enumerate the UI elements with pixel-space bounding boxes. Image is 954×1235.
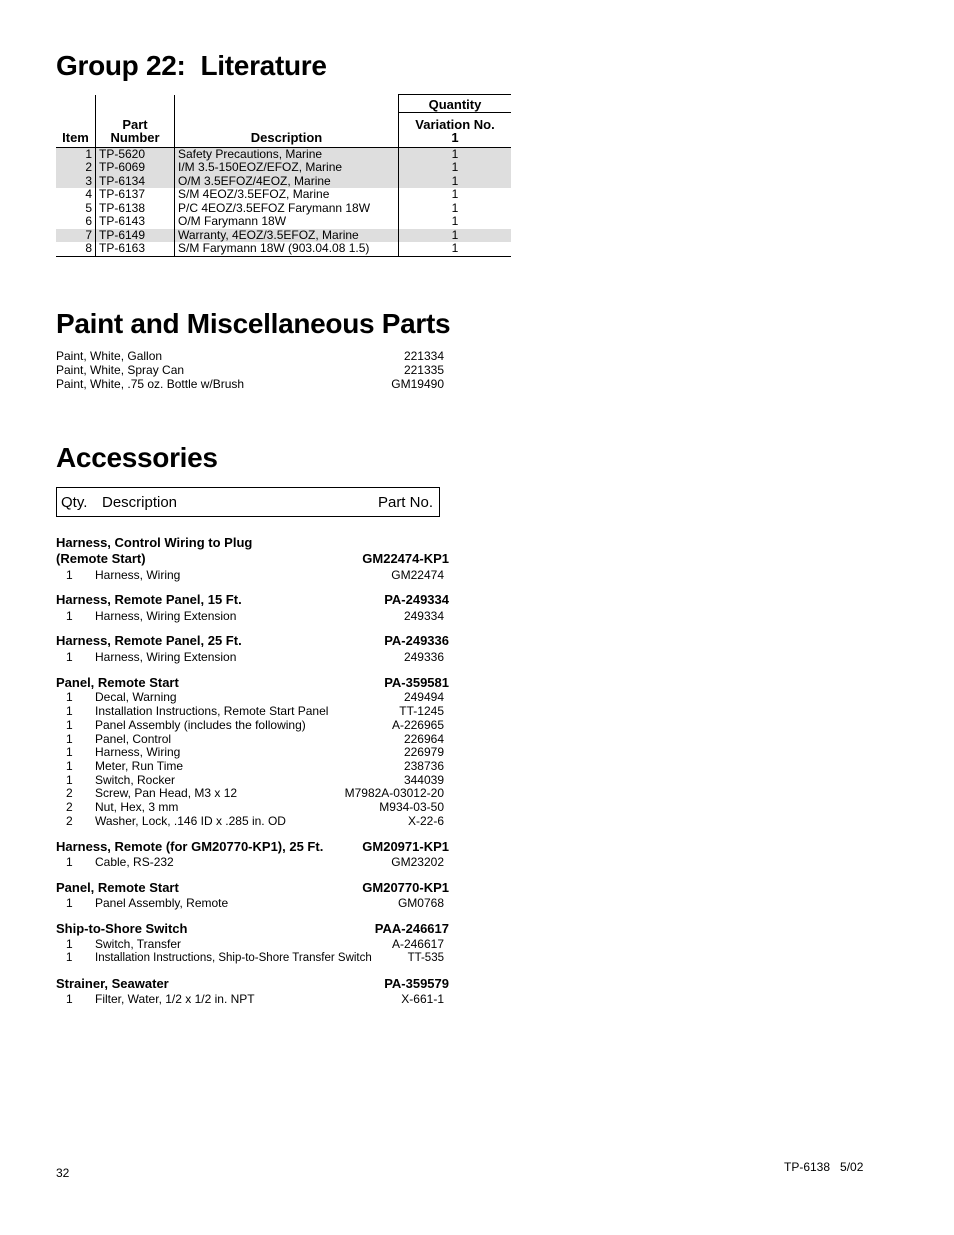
- row-qty: 1: [451, 187, 459, 201]
- group-name: Panel, Remote Start: [56, 675, 179, 690]
- row-qty: 1: [451, 214, 459, 228]
- list-item: [56, 363, 444, 377]
- paint-title: Paint and Miscellaneous Parts: [56, 308, 451, 339]
- row-part: TP-6069: [96, 161, 175, 175]
- item-description: Switch, Rocker: [95, 773, 176, 787]
- accessories-title: Accessories: [56, 442, 218, 473]
- item-part-number: TT-1245: [399, 704, 444, 718]
- row-desc: S/M Farymann 18W (903.04.08 1.5): [175, 242, 399, 256]
- row-desc: I/M 3.5-150EOZ/EFOZ, Marine: [175, 161, 399, 175]
- group-heading: [56, 921, 449, 937]
- item-description: Cable, RS-232: [95, 855, 174, 869]
- row-desc: O/M 3.5EFOZ/4EOZ, Marine: [175, 175, 399, 189]
- table-row: [56, 215, 511, 229]
- item-qty: 1: [66, 718, 73, 732]
- part-header-2: Number: [96, 131, 175, 147]
- row-desc: Warranty, 4EOZ/3.5EFOZ, Marine: [175, 229, 399, 243]
- item-qty: 1: [66, 937, 73, 951]
- item-qty: 1: [66, 745, 73, 759]
- item-qty: 1: [66, 992, 73, 1006]
- description-header: Description: [102, 494, 178, 511]
- row-desc: Safety Precautions, Marine: [175, 147, 399, 161]
- item-description: Harness, Wiring: [95, 745, 181, 759]
- row-part: TP-6143: [96, 215, 175, 229]
- item-part-number: M934-03-50: [379, 800, 444, 814]
- group-name: Harness, Remote Panel, 15 Ft.: [56, 592, 242, 607]
- item-qty: 2: [66, 800, 73, 814]
- item-part-number: GM0768: [397, 896, 444, 910]
- item-qty: 1: [66, 732, 73, 746]
- group-part-number: PA-249334: [384, 592, 449, 607]
- description-header: Description: [175, 131, 399, 147]
- group-part-number: GM20971-KP1: [362, 839, 449, 854]
- item-part-number: A-226965: [391, 718, 444, 732]
- item-description: Harness, Wiring: [95, 568, 181, 582]
- list-item: [56, 704, 444, 718]
- item-qty: 1: [66, 759, 73, 773]
- item-part-number: 249336: [403, 650, 444, 664]
- group-name: Ship-to-Shore Switch: [56, 921, 188, 936]
- item-description: Meter, Run Time: [95, 759, 184, 773]
- item-description: Paint, White, Gallon: [56, 349, 163, 363]
- list-item: [56, 745, 444, 759]
- row-part: TP-6149: [96, 229, 175, 243]
- group-part-number: PA-249336: [384, 633, 449, 648]
- item-qty: 2: [66, 814, 73, 828]
- table-row: [56, 161, 511, 175]
- item-part-number: GM19490: [391, 377, 444, 391]
- group-heading: [56, 551, 449, 567]
- row-qty: 1: [399, 229, 512, 243]
- list-item: [56, 568, 444, 582]
- row-qty: 1: [399, 175, 512, 189]
- list-item: [56, 718, 444, 732]
- item-qty: 1: [66, 609, 73, 623]
- list-item: [56, 650, 444, 664]
- table-row: [56, 242, 511, 256]
- table-row: [56, 188, 511, 202]
- item-description: Harness, Wiring Extension: [95, 650, 237, 664]
- item-qty: 1: [66, 704, 73, 718]
- item-header: Item: [56, 131, 96, 147]
- item-description: Nut, Hex, 3 mm: [95, 800, 179, 814]
- item-part-number: TT-535: [407, 952, 444, 964]
- part-header-1: Part: [96, 113, 175, 132]
- group-name: Panel, Remote Start: [56, 880, 179, 895]
- item-qty: 1: [66, 568, 73, 582]
- item-description: Washer, Lock, .146 ID x .285 in. OD: [95, 814, 286, 828]
- page-number: 32: [56, 1166, 70, 1180]
- row-item: 2: [56, 161, 96, 175]
- item-qty: 1: [66, 690, 73, 704]
- item-part-number: X-661-1: [401, 992, 444, 1006]
- item-qty: 2: [66, 786, 73, 800]
- row-desc: P/C 4EOZ/3.5EFOZ Farymann 18W: [175, 202, 399, 216]
- group-part-number: PA-359581: [384, 675, 449, 690]
- quantity-header: Quantity: [399, 95, 512, 113]
- item-qty: 1: [66, 855, 73, 869]
- item-description: Paint, White, .75 oz. Bottle w/Brush: [56, 377, 245, 391]
- list-item: [56, 937, 444, 951]
- qty-header: Qty.: [61, 494, 88, 511]
- item-part-number: 344039: [403, 773, 444, 787]
- item-part-number: 221334: [403, 349, 444, 363]
- group-part-number: PA-359579: [384, 976, 449, 991]
- row-item: 1: [56, 147, 96, 161]
- item-part-number: 249494: [403, 690, 444, 704]
- list-item: [56, 814, 444, 828]
- list-item: [56, 349, 444, 363]
- item-part-number: M7982A-03012-20: [344, 786, 444, 800]
- list-item: [56, 377, 444, 391]
- row-desc: S/M 4EOZ/3.5EFOZ, Marine: [175, 188, 399, 202]
- item-description: Panel, Control: [95, 732, 172, 746]
- table-row: [56, 202, 511, 216]
- table-row: [56, 229, 511, 243]
- row-part: TP-6134: [96, 175, 175, 189]
- group-name: Harness, Remote (for GM20770-KP1), 25 Ft.: [56, 839, 324, 854]
- item-description: Installation Instructions, Remote Start Panel: [95, 704, 329, 718]
- item-part-number: GM22474: [391, 568, 444, 582]
- item-qty: 1: [66, 773, 73, 787]
- item-part-number: 226979: [403, 745, 444, 759]
- group-name-cont: (Remote Start): [56, 551, 146, 566]
- literature-table: [56, 94, 511, 257]
- row-item: 3: [56, 175, 96, 189]
- part-number-header: Part No.: [377, 494, 433, 511]
- group-name: Harness, Control Wiring to Plug: [56, 535, 253, 550]
- group-heading: [56, 880, 449, 896]
- group-part-number: GM22474-KP1: [362, 551, 449, 566]
- row-item: 5: [56, 202, 96, 216]
- group-part-number: PAA-246617: [374, 921, 449, 936]
- group-name: Strainer, Seawater: [56, 976, 169, 991]
- item-description: Paint, White, Spray Can: [56, 363, 185, 377]
- table-row: [56, 175, 511, 189]
- list-item: [56, 609, 444, 623]
- item-description: Filter, Water, 1/2 x 1/2 in. NPT: [95, 992, 255, 1006]
- row-item: 6: [56, 215, 96, 229]
- row-item: 7: [56, 229, 96, 243]
- item-qty: 1: [66, 896, 73, 910]
- item-part-number: 249334: [403, 609, 444, 623]
- table-row: [56, 147, 511, 161]
- item-qty: 1: [66, 650, 73, 664]
- row-part: TP-5620: [96, 147, 175, 161]
- variation-number-header: 1: [399, 131, 512, 147]
- item-part-number: 226964: [403, 732, 444, 746]
- group-heading: [56, 839, 449, 855]
- row-qty: 1: [399, 147, 512, 161]
- list-item: [56, 800, 444, 814]
- list-item: [56, 992, 444, 1006]
- list-item: [56, 951, 444, 965]
- item-part-number: GM23202: [391, 855, 444, 869]
- item-description: Harness, Wiring Extension: [95, 609, 237, 623]
- row-desc: O/M Farymann 18W: [175, 215, 399, 229]
- row-part: TP-6163: [96, 242, 175, 256]
- row-item: 4: [56, 188, 96, 202]
- list-item: [56, 759, 444, 773]
- group-name: Harness, Remote Panel, 25 Ft.: [56, 633, 242, 648]
- item-description: Panel Assembly (includes the following): [95, 718, 306, 732]
- group-heading: [56, 976, 449, 992]
- item-qty: 1: [66, 952, 73, 964]
- row-qty: 1: [399, 161, 512, 175]
- row-qty: 1: [451, 200, 459, 215]
- item-description: Panel Assembly, Remote: [95, 896, 229, 910]
- row-qty: 1: [451, 241, 459, 255]
- item-description: Decal, Warning: [95, 690, 177, 704]
- list-item: [56, 786, 444, 800]
- group-heading: [56, 535, 449, 551]
- list-item: [56, 690, 444, 704]
- item-part-number: 221335: [403, 363, 444, 377]
- group-heading: [56, 592, 449, 608]
- item-part-number: A-246617: [391, 937, 444, 951]
- variation-header: Variation No.: [415, 116, 495, 132]
- row-part: TP-6138: [96, 202, 175, 216]
- list-item: [56, 896, 444, 910]
- item-description: Switch, Transfer: [95, 937, 182, 951]
- list-item: [56, 855, 444, 869]
- item-description: Installation Instructions, Ship-to-Shore Transfer Switch: [95, 952, 372, 964]
- accessories-header: [56, 487, 440, 517]
- document-id: TP-6138 5/02: [784, 1160, 864, 1174]
- item-description: Screw, Pan Head, M3 x 12: [95, 786, 238, 800]
- group-heading: [56, 633, 449, 649]
- item-part-number: 238736: [403, 759, 444, 773]
- group-part-number: GM20770-KP1: [362, 880, 449, 895]
- literature-title: Group 22: Literature: [56, 50, 327, 81]
- item-part-number: X-22-6: [407, 814, 444, 828]
- list-item: [56, 732, 444, 746]
- row-item: 8: [56, 242, 96, 256]
- row-part: TP-6137: [96, 188, 175, 202]
- group-heading: [56, 675, 449, 691]
- list-item: [56, 773, 444, 787]
